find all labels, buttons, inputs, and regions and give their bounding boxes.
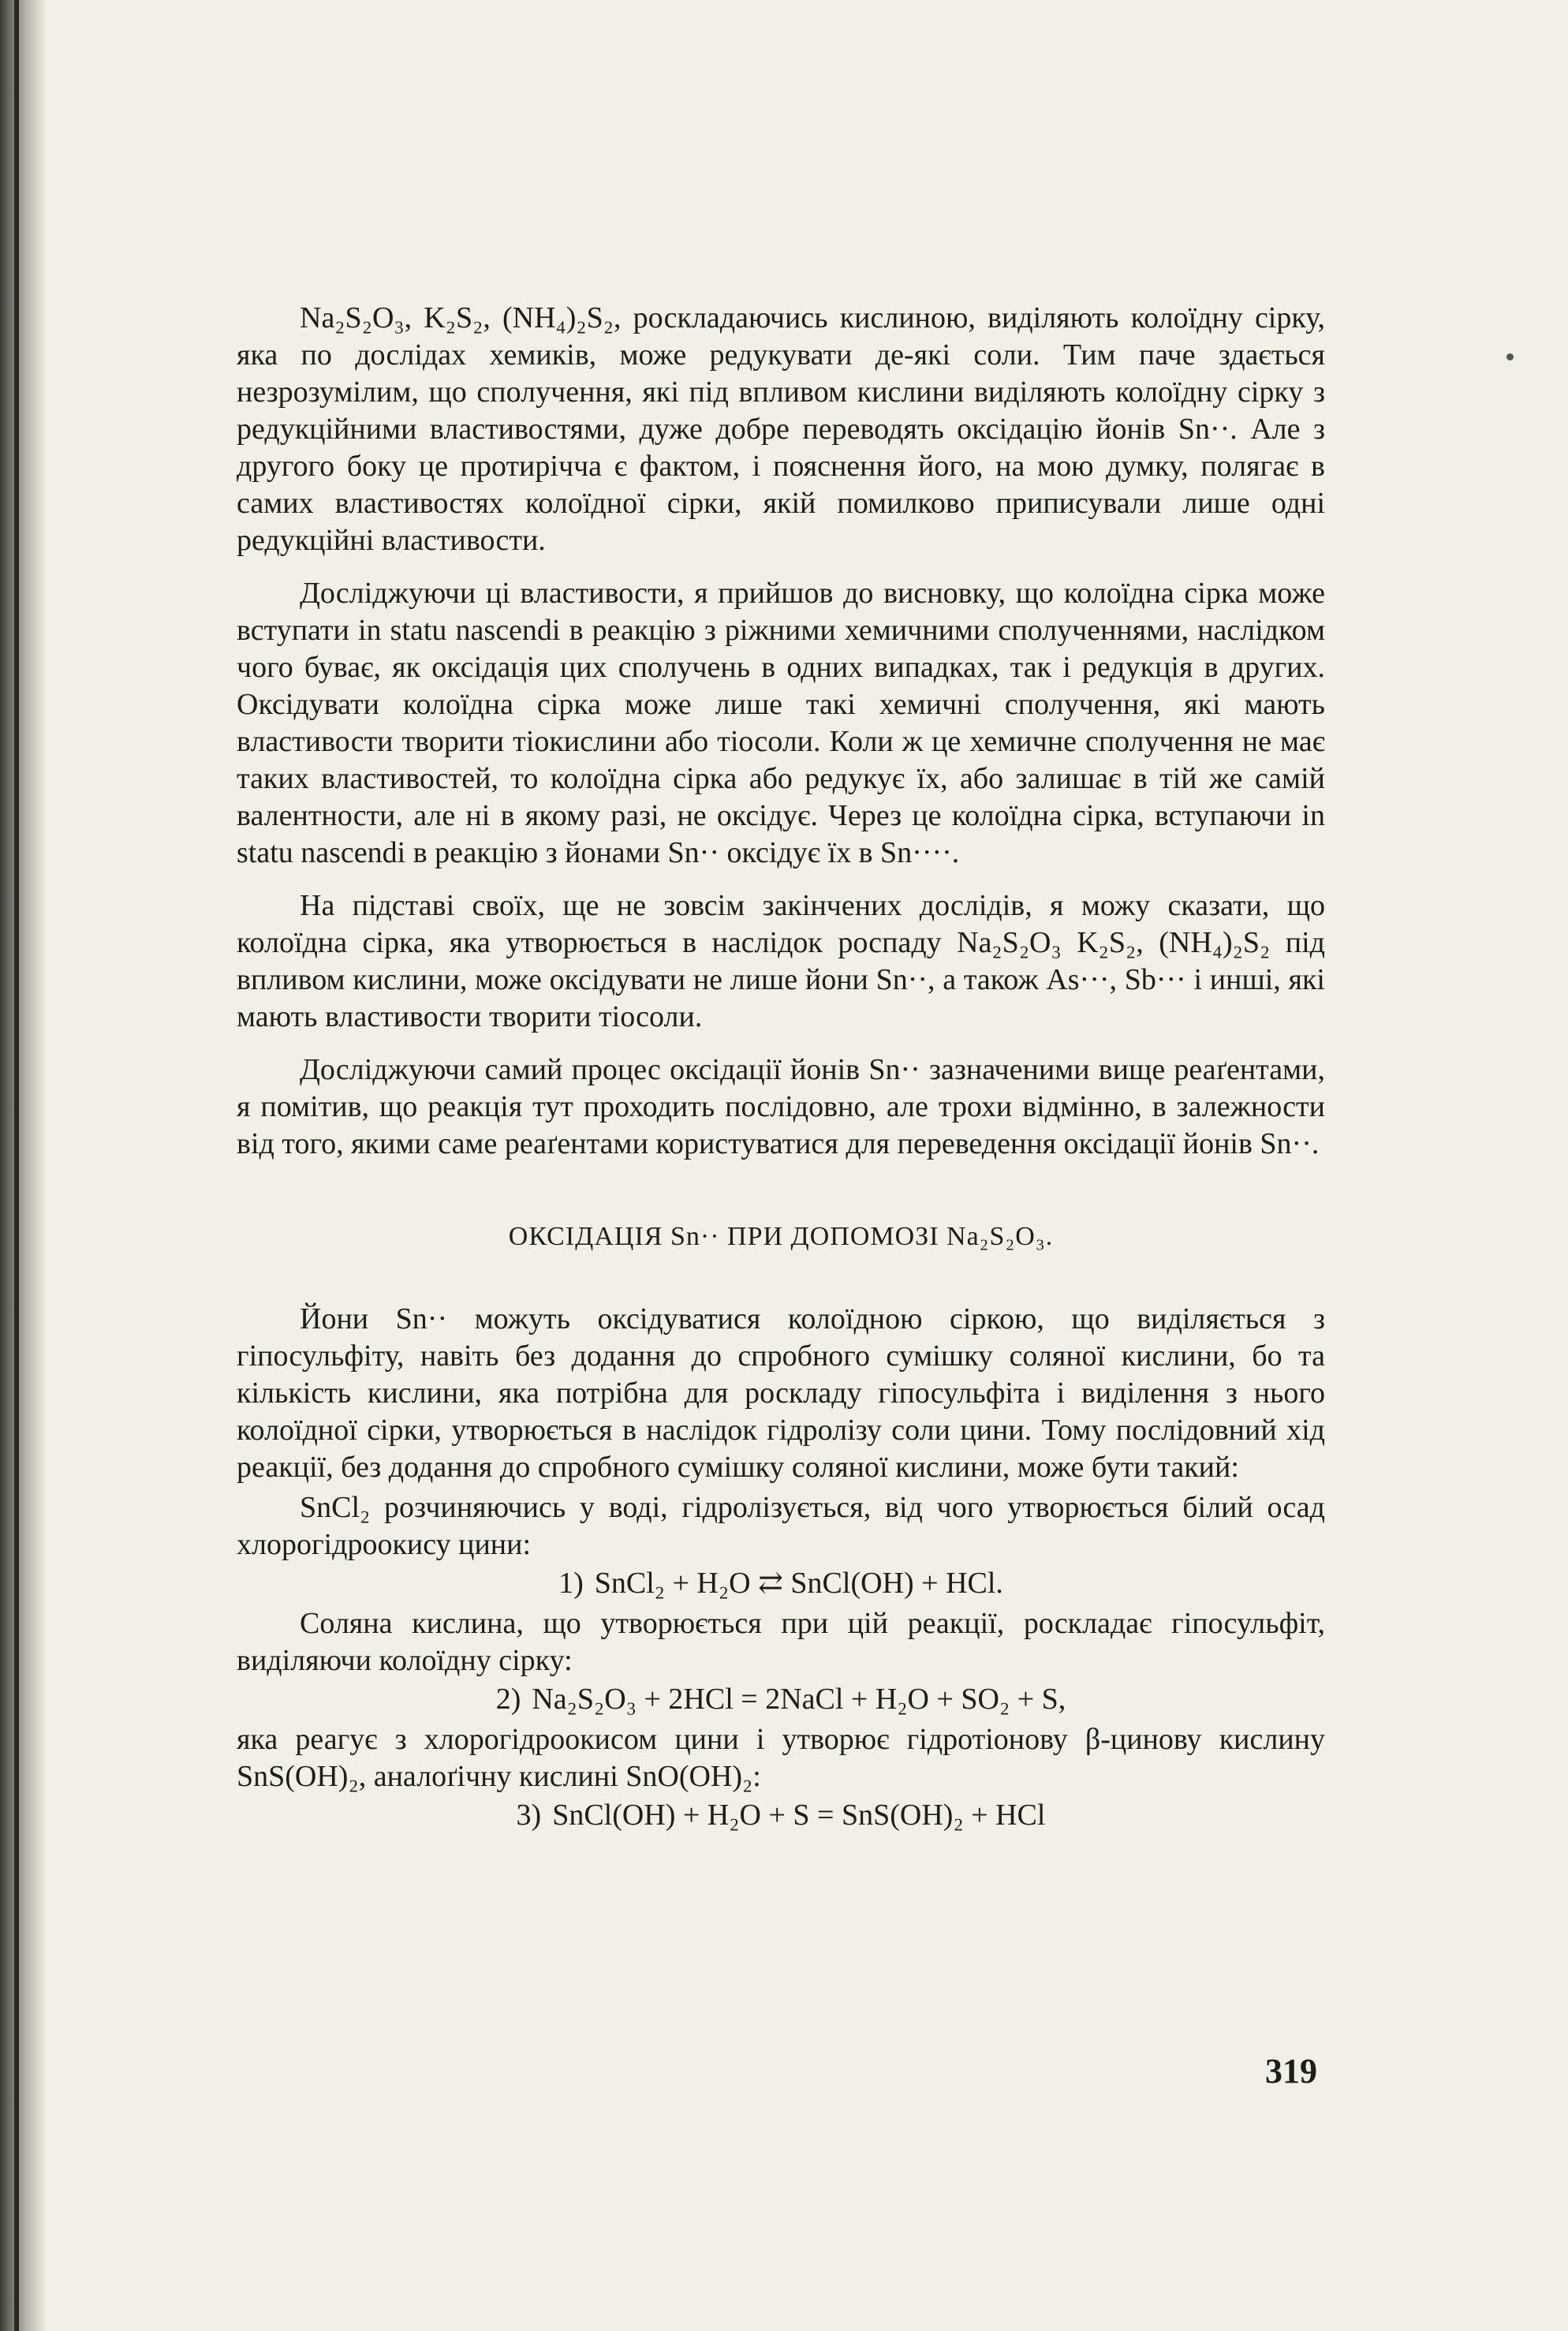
page-number: 319	[1265, 2052, 1317, 2090]
margin-mark	[1506, 353, 1514, 360]
equation-1-formula: SnCl₂ + H₂O ⇄ SnCl(OH) + HCl.	[594, 1567, 1003, 1600]
paragraph-2: Досліджуючи ці властивости, я прийшов до висновку, що колоїдна сірка може вступати in statu nascendi в реакцію з ріжними хемичними сполученнями, наслідком чого буває, як оксідація цих сполучень в одних випадках, так і редукція в других. Оксідувати колоїдна сірка може лише такі хемичні сполучення, які мають властивости творити тіокислини або тіосоли. Коли ж це хемичне сполучення не має таких властивостей, то колоїдна сірка або редукує їх, або залишає в тій же самій валентности, але ні в якому разі, не оксідує. Через це колоїдна сірка, вступаючи in statu nascendi в реакцію з йонами Sn·· оксідує їх в Sn····.	[237, 577, 1325, 869]
book-spine-edge	[14, 0, 19, 2331]
paragraph-4: Досліджуючи самий процес оксідації йонів Sn·· зазначеними вище реаґентами, я помітив, що реакція тут проходить послідовно, але трохи відмінно, в залежности від того, якими саме реаґентами користуватися для переведення оксідації йонів Sn··.	[237, 1053, 1325, 1160]
equation-3	[237, 1797, 1325, 1834]
equation-3-formula: SnCl(OH) + H₂O + S = SnS(OH)₂ + HCl	[552, 1799, 1046, 1832]
page-body	[237, 300, 1325, 1836]
equation-2-number: 2)	[495, 1683, 521, 1716]
equation-1-number: 1)	[558, 1567, 584, 1600]
section-paragraph-4: яка реагує з хлорогідроокисом цини і утворює гідротіонову β-цинову кислину SnS(OH)₂, аналоґічну кислині SnO(OH)₂:	[237, 1723, 1325, 1793]
paragraph-3: На підставі своїх, ще не зовсім закінчених дослідів, я можу сказати, що колоїдна сірка, яка утворюється в наслідок роспаду Na₂S₂O₃ K₂S₂, (NH₄)₂S₂ під впливом кислини, може оксідувати не лише йони Sn··, а також As···, Sb··· і инші, які мають властивости творити тіосоли.	[237, 889, 1325, 1033]
equation-2-formula: Na₂S₂O₃ + 2HCl = 2NaCl + H₂O + SO₂ + S,	[532, 1683, 1066, 1716]
equation-3-number: 3)	[516, 1799, 542, 1832]
equation-1	[237, 1565, 1325, 1602]
paragraph-1: Na₂S₂O₃, K₂S₂, (NH₄)₂S₂, роскладаючись кислиною, виділяють колоїдну сірку, яка по дослідах хемиків, може редукувати де-які соли. Тим паче здається незрозумілим, що сполучення, які під впливом кислини виділяють колоїдну сірку з редукційними властивостями, дуже добре переводять оксідацію йонів Sn··. Але з другого боку це протирічча є фактом, і пояснення його, на мою думку, полягає в самих властивостях колоїдної сірки, якій помилково приписували лише одні редукційні властивости.	[237, 301, 1325, 557]
section-paragraph-3: Соляна кислина, що утворюється при цій реакції, роскладає гіпосульфіт, виділяючи колоїдну сірку:	[237, 1607, 1325, 1677]
section-paragraph-1: Йони Sn·· можуть оксідуватися колоїдною сіркою, що виділяється з гіпосульфіту, навіть без додання до спробного сумішку соляної кислини, бо та кількість кислини, яка потрібна для роскладу гіпосульфіта і виділення з нього колоїдної сірки, утворюється в наслідок гідролізу соли цини. Тому послідовний хід реакції, без додання до спробного сумішку соляної кислини, може бути такий:	[237, 1302, 1325, 1484]
book-spine-shadow	[0, 0, 47, 2331]
section-heading: ОКСІДАЦІЯ Sn·· ПРИ ДОПОМОЗІ Na₂S₂O₃.	[508, 1222, 1054, 1251]
section-paragraph-2: SnCl₂ розчиняючись у воді, гідролізується, від чого утворюється білий осад хлорогідроокису цини:	[237, 1491, 1325, 1561]
equation-2	[237, 1681, 1325, 1718]
